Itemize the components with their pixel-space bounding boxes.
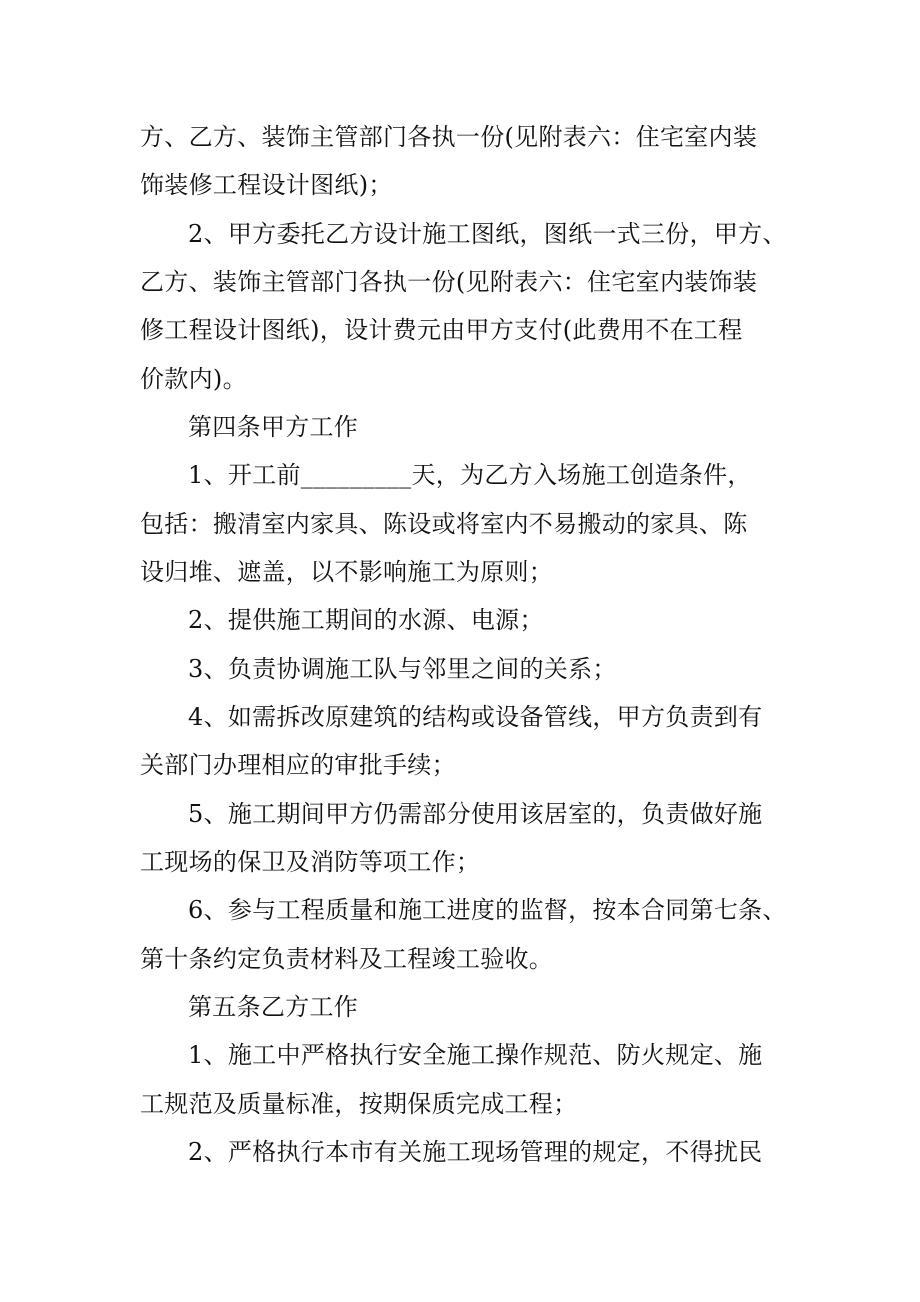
text-line: 1、施工中严格执行安全施工操作规范、防火规定、施 [188,1041,763,1069]
text-line: 1、开工前_________天，为乙方入场施工创造条件， [188,461,752,489]
text-line: 3、负责协调施工队与邻里之间的关系； [188,655,617,683]
text-line: 饰装修工程设计图纸)； [140,171,393,199]
text-line: 包括：搬清室内家具、陈设或将室内不易搬动的家具、陈 [140,510,748,538]
text-line: 工规范及质量标准，按期保质完成工程； [140,1090,578,1118]
section-heading: 第四条甲方工作 [188,413,359,441]
section-heading: 第五条乙方工作 [188,993,359,1021]
text-line: 2、提供施工期间的水源、电源； [188,606,544,634]
text-line: 修工程设计图纸)，设计费元由甲方支付(此费用不在工程 [140,316,743,344]
text-line: 方、乙方、装饰主管部门各执一份(见附表六：住宅室内装 [140,123,758,151]
text-line: 2、严格执行本市有关施工现场管理的规定，不得扰民 [188,1138,763,1166]
text-line: 价款内)。 [140,365,247,393]
text-line: 2、甲方委托乙方设计施工图纸，图纸一式三份，甲方、 [188,220,787,248]
text-line: 5、施工期间甲方仍需部分使用该居室的，负责做好施 [188,800,763,828]
text-line: 6、参与工程质量和施工进度的监督，按本合同第七条、 [188,896,787,924]
text-line: 设归堆、遮盖，以不影响施工为原则； [140,558,554,586]
text-line: 工现场的保卫及消防等项工作； [140,848,481,876]
text-line: 4、如需拆改原建筑的结构或设备管线，甲方负责到有 [188,703,763,731]
text-line: 乙方、装饰主管部门各执一份(见附表六：住宅室内装饰装 [140,268,758,296]
text-line: 第十条约定负责材料及工程竣工验收。 [140,945,554,973]
text-line: 关部门办理相应的审批手续； [140,751,456,779]
